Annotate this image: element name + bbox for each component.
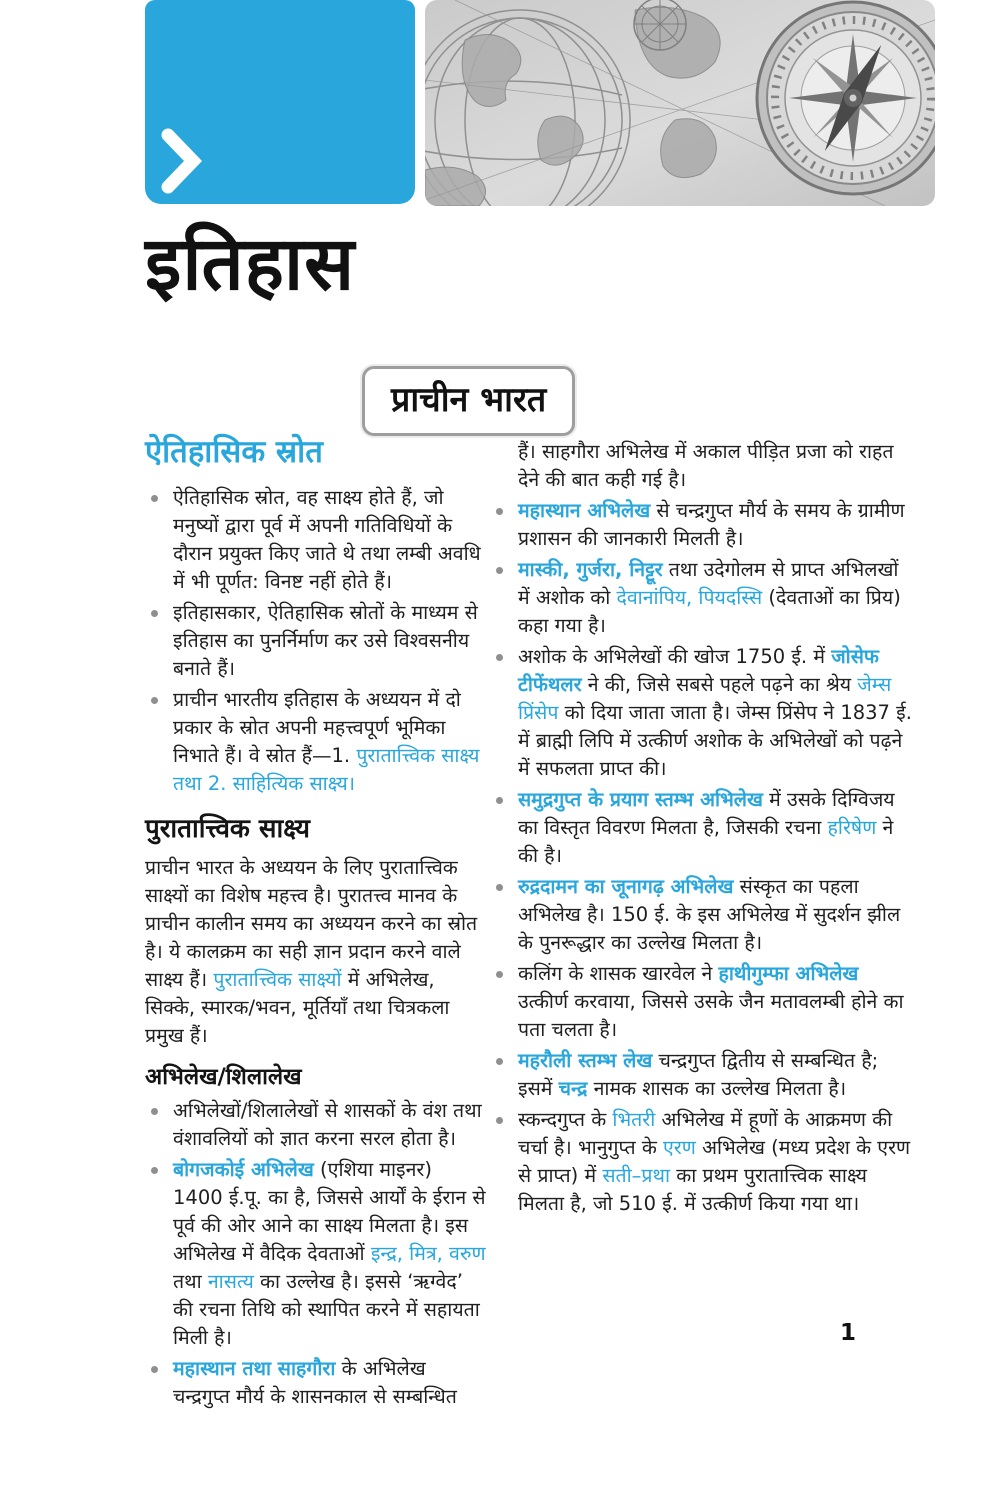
bullet-item: प्राचीन भारतीय इतिहास के अध्ययन में दो प्रकार के स्रोत अपनी महत्त्वपूर्ण भूमिका निभाते हैं। वे स्रोत हैं—1. पुरातात्त्विक साक्ष्य तथा 2. साहित्यिक साक्ष्य। — [145, 686, 487, 798]
page-number: 1 — [839, 1320, 856, 1346]
heading-historical-sources: ऐतिहासिक स्रोत — [145, 434, 323, 470]
bullet-item: महास्थान तथा साहगौरा के अभिलेख चन्द्रगुप्त मौर्य के शासनकाल से सम्बन्धित — [145, 1355, 487, 1411]
bullet-item: स्कन्दगुप्त के भितरी अभिलेख में हूणों के आक्रमण की चर्चा है। भानुगुप्त के एरण अभिलेख (मध्य प्रदेश के एरण से प्राप्त) में सती–प्रथा का प्रथम पुरातात्त्विक साक्ष्य मिलता है, जो 510 ई. में उत्कीर्ण किया गया था। — [490, 1106, 914, 1218]
bullet-item: महरौली स्तम्भ लेख चन्द्रगुप्त द्वितीय से सम्बन्धित है; इसमें चन्द्र नामक शासक का उल्लेख मिलता है। — [490, 1047, 914, 1103]
bullet-item: इतिहासकार, ऐतिहासिक स्रोतों के माध्यम से इतिहास का पुनर्निर्माण कर उसे विश्वसनीय बनाते हैं। — [145, 599, 487, 683]
bullet-item: ऐतिहासिक स्रोत, वह साक्ष्य होते हैं, जो मनुष्यों द्वारा पूर्व में अपनी गतिविधियों के दौरान प्रयुक्त किए जाते थे तथा लम्बी अवधि में भी पूर्णत: विनष्ट नहीं होते हैं। — [145, 484, 487, 596]
bullet-item: समुद्रगुप्त के प्रयाग स्तम्भ अभिलेख में उसके दिग्विजय का विस्तृत विवरण मिलता है, जिसकी रचना हरिषेण ने की है। — [490, 786, 914, 870]
section-title-box — [362, 366, 575, 436]
paragraph-continuation: हैं। साहगौरा अभिलेख में अकाल पीड़ित प्रजा को राहत देने की बात कही गई है। — [518, 440, 894, 491]
paragraph: प्राचीन भारत के अध्ययन के लिए पुरातात्त्विक साक्ष्यों का विशेष महत्त्व है। पुरातत्त्व मानव के प्राचीन कालीन समय का अध्ययन करने का स्रोत है। ये कालक्रम का सही ज्ञान प्रदान करने वाले साक्ष्य हैं। पुरातात्त्विक साक्ष्यों में अभिलेख, सिक्के, स्मारक/भवन, मूर्तियाँ तथा चित्रकला प्रमुख हैं। — [145, 855, 478, 1047]
bullet-list — [490, 497, 914, 1218]
heading-inscriptions: अभिलेख/शिलालेख — [145, 1063, 302, 1090]
bullet-list — [145, 484, 487, 798]
bullet-item: रुद्रदामन का जूनागढ़ अभिलेख संस्कृत का पहला अभिलेख है। 150 ई. के इस अभिलेख में सुदर्शन झील के पुनरूद्धार का उल्लेख मिलता है। — [490, 873, 914, 957]
bullet-item: अभिलेखों/शिलालेखों से शासकों के वंश तथा वंशावलियों को ज्ञात करना सरल होता है। — [145, 1097, 487, 1153]
left-column — [145, 434, 487, 1414]
bullet-item: अशोक के अभिलेखों की खोज 1750 ई. में जोसेफ टीफेंथलर ने की, जिसे सबसे पहले पढ़ने का श्रेय जेम्स प्रिंसेप को दिया जाता जाता है। जेम्स प्रिंसेप ने 1837 ई. में ब्राह्मी लिपि में उत्कीर्ण अशोक के अभिलेखों को पढ़ने में सफलता प्राप्त की। — [490, 643, 914, 783]
chevron-right-icon — [159, 128, 205, 194]
antique-map-compass-image — [425, 0, 935, 206]
chapter-marker-box — [145, 0, 415, 204]
bullet-item: मास्की, गुर्जरा, निट्टूर तथा उदेगोलम से प्राप्त अभिलखों में अशोक को देवानांपिय, पियदस्सि (देवताओं का प्रिय) कहा गया है। — [490, 556, 914, 640]
heading-archaeological-evidence: पुरातात्त्विक साक्ष्य — [145, 814, 310, 845]
right-column — [490, 438, 914, 1221]
bullet-item: बोगजकोई अभिलेख (एशिया माइनर) 1400 ई.पू. का है, जिससे आर्यों के ईरान से पूर्व की ओर आने का साक्ष्य मिलता है। इस अभिलेख में वैदिक देवताओं इन्द्र, मित्र, वरुण तथा नासत्य का उल्लेख है। इससे ‘ऋग्वेद’ की रचना तिथि को स्थापित करने में सहायता मिली है। — [145, 1156, 487, 1352]
page-title: इतिहास — [145, 221, 356, 307]
bullet-item: कलिंग के शासक खारवेल ने हाथीगुम्फा अभिलेख उत्कीर्ण करवाया, जिससे उसके जैन मतावलम्बी होने का पता चलता है। — [490, 960, 914, 1044]
section-title: प्राचीन भारत — [391, 380, 547, 420]
bullet-list — [145, 1097, 487, 1411]
bullet-item: महास्थान अभिलेख से चन्द्रगुप्त मौर्य के समय के ग्रामीण प्रशासन की जानकारी मिलती है। — [490, 497, 914, 553]
